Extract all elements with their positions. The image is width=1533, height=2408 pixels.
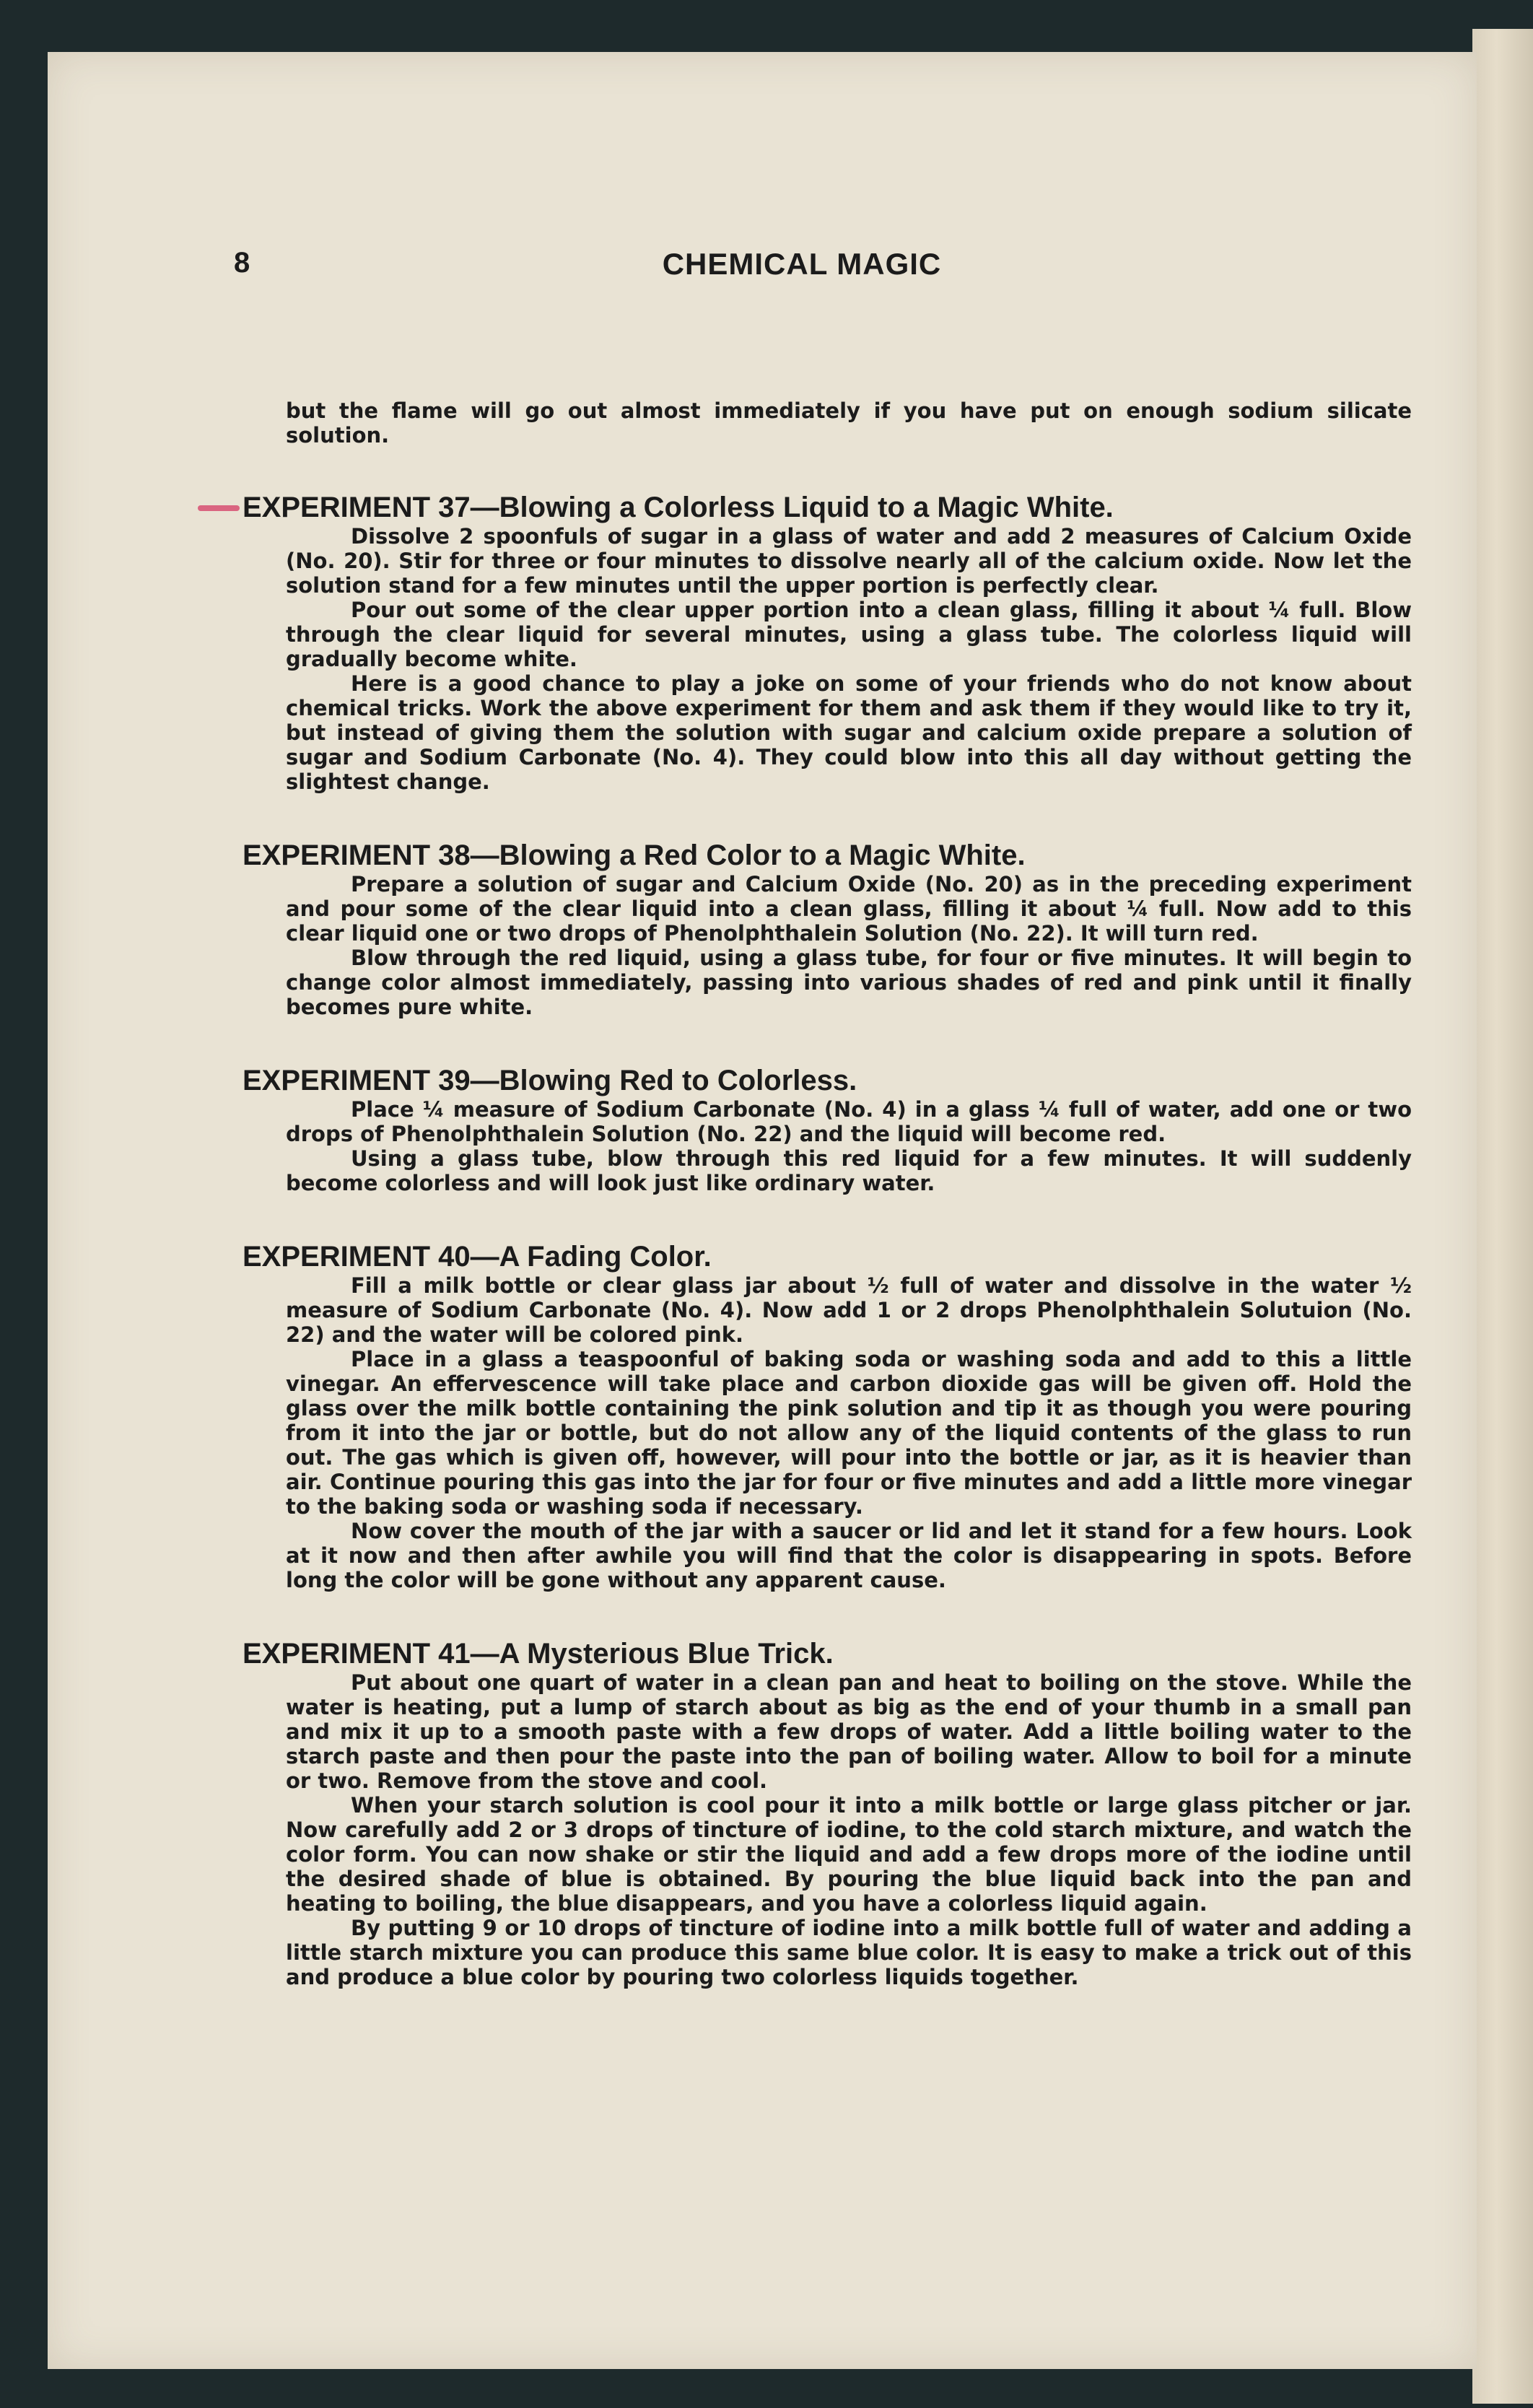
intro-paragraph: but the flame will go out almost immediately if you have put on enough sodium silicate solution. xyxy=(286,398,1412,448)
experiment-40 xyxy=(243,1240,1412,1592)
experiment-37 xyxy=(243,491,1412,794)
experiment-paragraph: Using a glass tube, blow through this red liquid for a few minutes. It will suddenly become colorless and will look just like ordinary water. xyxy=(286,1146,1412,1195)
experiment-heading: EXPERIMENT 41—A Mysterious Blue Trick. xyxy=(243,1638,834,1670)
experiment-paragraph: Pour out some of the clear upper portion into a clean glass, filling it about ¼ full. Blow through the clear liquid for several minutes, using a glass tube. The colorless liquid will gradually become white. xyxy=(286,598,1412,671)
experiment-41 xyxy=(243,1637,1412,1989)
experiment-heading: EXPERIMENT 39—Blowing Red to Colorless. xyxy=(243,1065,857,1096)
experiment-paragraph: Place ¼ measure of Sodium Carbonate (No. 4) in a glass ¼ full of water, add one or two drops of Phenolphthalein Solution (No. 22) and the liquid will become red. xyxy=(286,1097,1412,1146)
red-pencil-mark xyxy=(198,505,240,511)
experiment-38 xyxy=(243,839,1412,1019)
book-page xyxy=(48,52,1477,2369)
experiment-paragraph: Fill a milk bottle or clear glass jar about ½ full of water and dissolve in the water ½ measure of Sodium Carbonate (No. 4). Now add 1 or 2 drops Phenolphthalein Solutuion (No. 22) and the water will be colored pink. xyxy=(286,1273,1412,1347)
experiment-paragraph: Here is a good chance to play a joke on some of your friends who do not know about chemical tricks. Work the above experiment for them and ask them if they would like to try it, but instead of giving them the solution with sugar and calcium oxide prepare a solution of sugar and Sodium Carbonate (No. 4). They could blow into this all day without getting the slightest change. xyxy=(286,671,1412,794)
experiment-paragraph: Place in a glass a teaspoonful of baking soda or washing soda and add to this a little vinegar. An effervescence will take place and carbon dioxide gas will be given off. Hold the glass over the milk bottle containing the pink solution and tip it as though you were pouring from it into the jar or bottle, but do not allow any of the liquid contents of the glass to run out. The gas which is given off, however, will pour into the bottle or jar, as it is heavier than air. Continue pouring this gas into the jar for four or five minutes and add a little more vinegar to the baking soda or washing soda if necessary. xyxy=(286,1347,1412,1519)
book-page-edge xyxy=(1472,29,1533,2404)
page-number: 8 xyxy=(234,247,250,279)
experiment-heading-text: EXPERIMENT 37—Blowing a Colorless Liquid to a Magic White. xyxy=(243,492,1114,523)
experiment-paragraph: Now cover the mouth of the jar with a saucer or lid and let it stand for a few hours. Look at it now and then after awhile you will find that the color is disappearing in spots. Before long the color will be gone without any apparent cause. xyxy=(286,1519,1412,1592)
page-body xyxy=(243,398,1412,2034)
experiment-heading: EXPERIMENT 38—Blowing a Red Color to a Magic White. xyxy=(243,839,1026,871)
experiment-paragraph: By putting 9 or 10 drops of tincture of iodine into a milk bottle full of water and adding a little starch mixture you can produce this same blue color. It is easy to make a trick out of this and produce a blue color by pouring two colorless liquids together. xyxy=(286,1916,1412,1989)
running-title: CHEMICAL MAGIC xyxy=(662,247,942,281)
experiment-paragraph: Put about one quart of water in a clean pan and heat to boiling on the stove. While the water is heating, put a lump of starch about as big as the end of your thumb in a small pan and mix it up to a smooth paste with a few drops of water. Add a little boiling water to the starch paste and then pour the paste into the pan of boiling water. Allow to boil for a minute or two. Remove from the stove and cool. xyxy=(286,1670,1412,1793)
experiment-paragraph: Dissolve 2 spoonfuls of sugar in a glass of water and add 2 measures of Calcium Oxide (No. 20). Stir for three or four minutes to dissolve nearly all of the calcium oxide. Now let the solution stand for a few minutes until the upper portion is perfectly clear. xyxy=(286,524,1412,598)
experiment-paragraph: Prepare a solution of sugar and Calcium Oxide (No. 20) as in the preceding experiment and pour some of the clear liquid into a clean glass, filling it about ¼ full. Now add to this clear liquid one or two drops of Phenolphthalein Solution (No. 22). It will turn red. xyxy=(286,872,1412,946)
experiment-heading: EXPERIMENT 40—A Fading Color. xyxy=(243,1241,712,1273)
experiment-paragraph: Blow through the red liquid, using a glass tube, for four or five minutes. It will begin to change color almost immediately, passing into various shades of red and pink until it finally becomes pure white. xyxy=(286,946,1412,1019)
experiment-heading xyxy=(243,491,1412,524)
page-header xyxy=(192,247,1412,290)
experiment-paragraph: When your starch solution is cool pour it into a milk bottle or large glass pitcher or jar. Now carefully add 2 or 3 drops of tincture of iodine, to the cold starch mixture, and watch the color form. You can now shake or stir the liquid and add a few drops more of the iodine until the desired shade of blue is obtained. By pouring the blue liquid back into the pan and heating to boiling, the blue disappears, and you have a colorless liquid again. xyxy=(286,1793,1412,1916)
experiment-39 xyxy=(243,1064,1412,1195)
